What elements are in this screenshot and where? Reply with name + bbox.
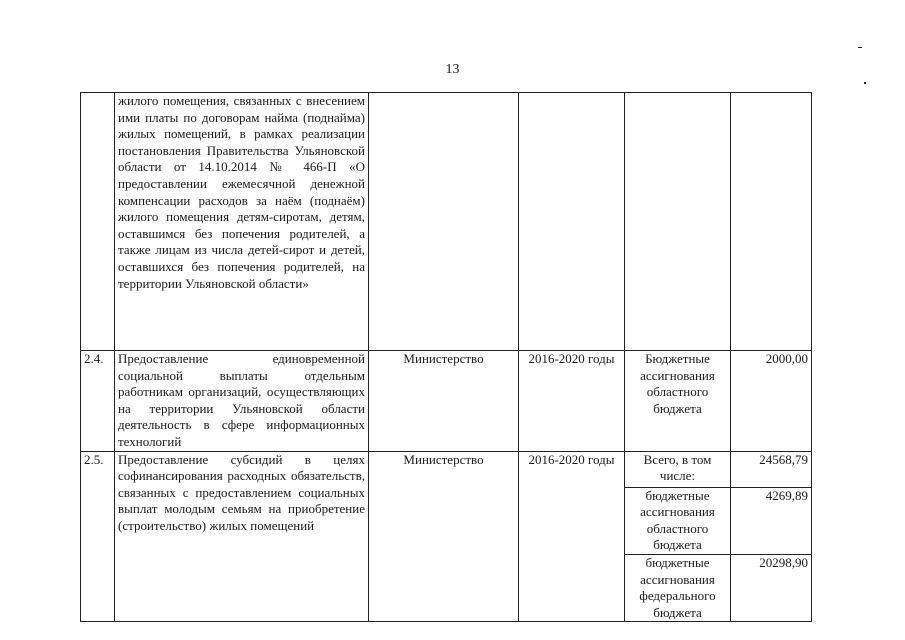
executor: Министерство [369,451,519,622]
scan-speck [864,82,866,84]
row-number: 2.4. [81,351,115,452]
funding-source: Всего, в том числе: [625,451,731,487]
executor-cell [369,93,519,351]
funding-source: бюджетные ассигнования федерального бюджета [625,554,731,621]
row-number: 2.5. [81,451,115,622]
activity-description: жилого помещения, связанных с внесением ими платы по договорам найма (поднайма) жилых помещений, в рамках реализации постановления Правительства Ульяновской области от 14.10.2014 № 466-П «О предоставлении ежемесячной денежной компенсации расходов за наём (поднаём) жилого помещения детям-сиротам, детям, оставшимся без попечения родителей, а также лицам из числа детей-сирот и детей, оставшихся без попечения родителей, на территории Ульяновской области» [115,93,369,351]
funding-amount: 2000,00 [731,351,812,452]
amount-cell [731,93,812,351]
period-cell [519,93,625,351]
activity-description: Предоставление субсидий в целях софинансирования расходных обязательств, связанных с предоставлением социальных выплат молодым семьям на приобретение (строительство) жилых помещений [115,451,369,622]
page-number: 13 [445,62,460,77]
activity-description: Предоставление единовременной социальной выплаты отдельным работникам организаций, осуществляющих на территории Ульяновской области деятельность в сфере информационных технологий [115,351,369,452]
executor: Министерство [369,351,519,452]
funding-source-cell [625,93,731,351]
table-row-2-5 [81,451,812,487]
period: 2016-2020 годы [519,351,625,452]
funding-source: бюджетные ассигнования областного бюджета [625,487,731,554]
funding-amount: 20298,90 [731,554,812,621]
funding-amount: 4269,89 [731,487,812,554]
table-row-continuation [81,93,812,351]
period: 2016-2020 годы [519,451,625,622]
row-number-cell [81,93,115,351]
scan-speck [858,47,862,48]
funding-amount: 24568,79 [731,451,812,487]
table-row-2-4 [81,351,812,452]
funding-source: Бюджетные ассигнования областного бюджета [625,351,731,452]
program-activities-table [80,92,812,622]
